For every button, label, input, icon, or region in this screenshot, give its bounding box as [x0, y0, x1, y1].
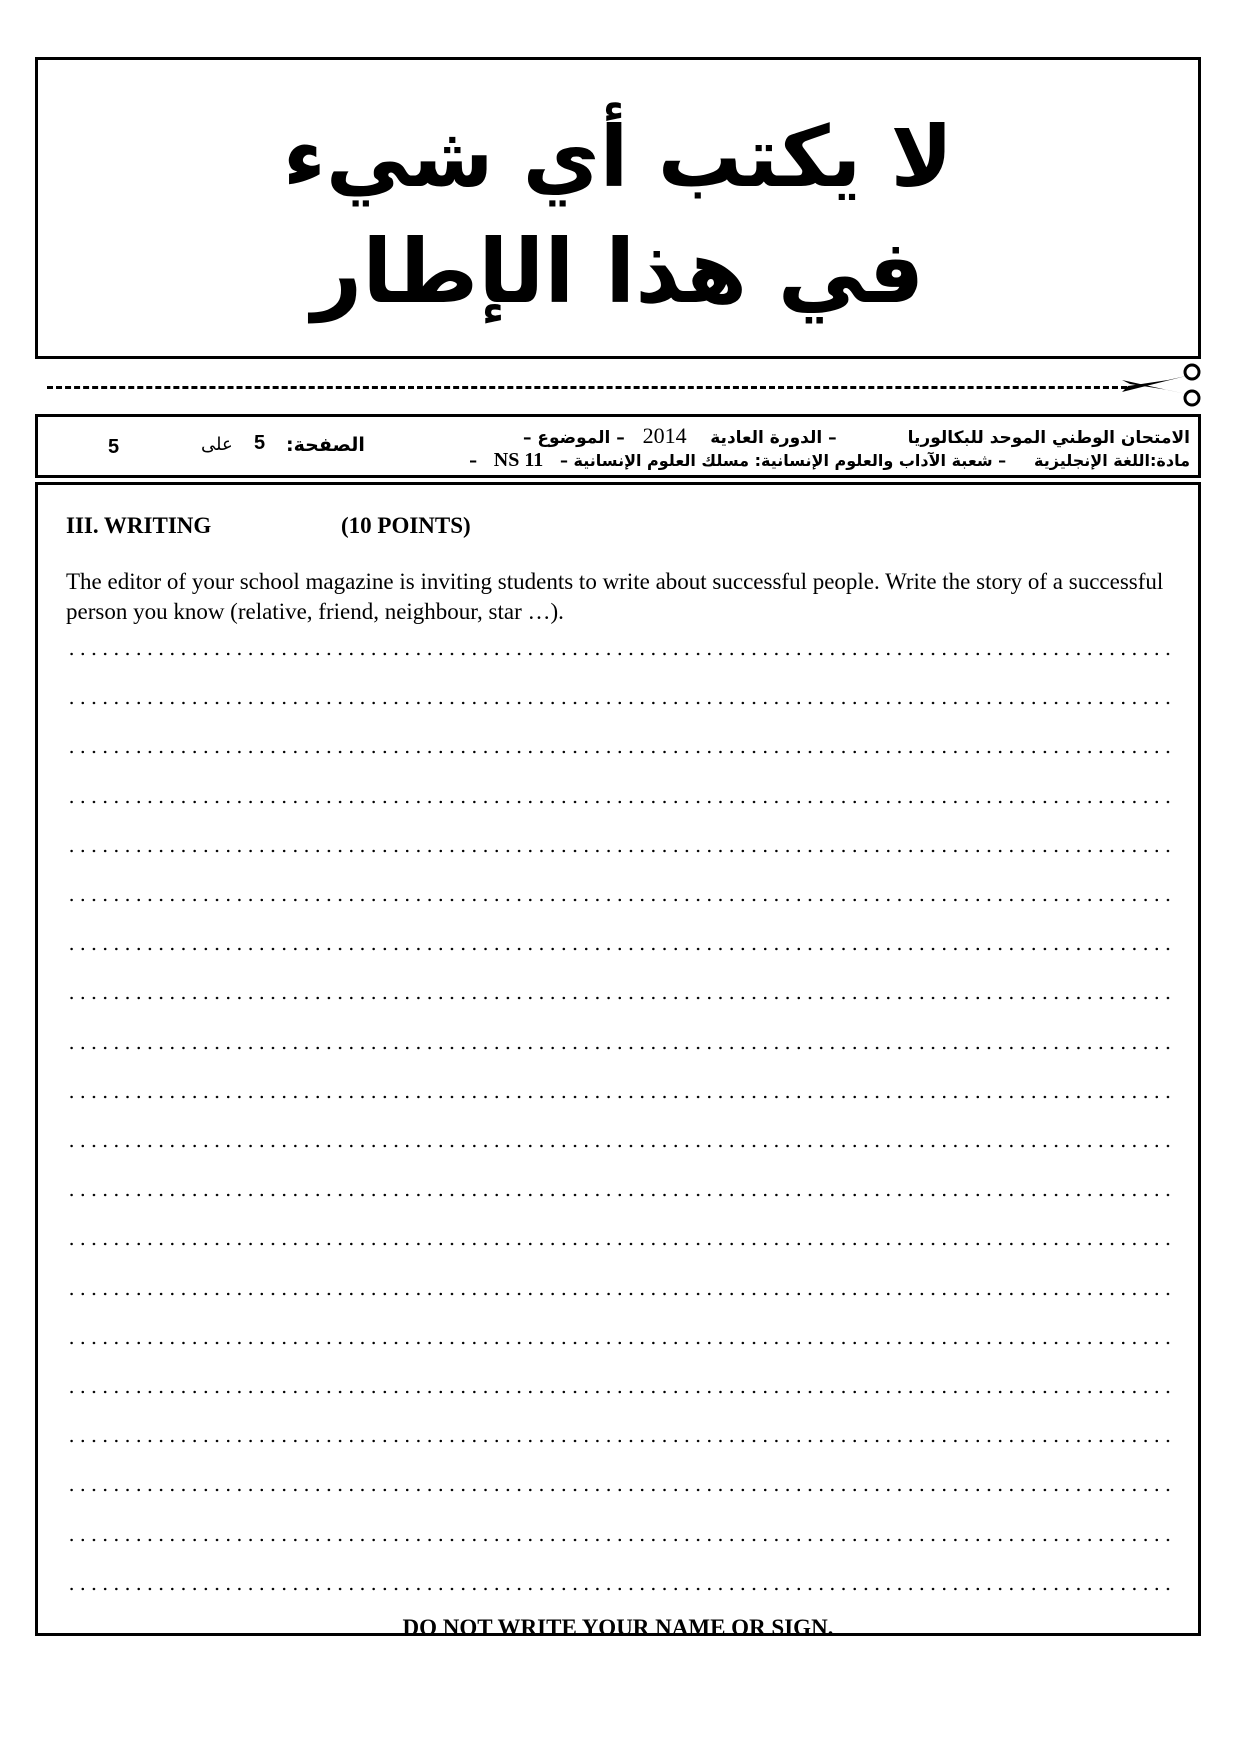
exam-subject: مادة:اللغة الإنجليزية [1034, 451, 1190, 470]
exam-name: الامتحان الوطني الموحد للبكالوريا [907, 428, 1190, 448]
answer-line[interactable] [66, 876, 1176, 906]
footer-notice: DO NOT WRITE YOUR NAME OR SIGN. [402, 1615, 834, 1640]
answer-line[interactable] [66, 1171, 1176, 1201]
answer-line[interactable] [66, 1220, 1176, 1250]
answer-line[interactable] [66, 728, 1176, 758]
exam-topic: – الموضوع – [522, 428, 625, 448]
answer-line[interactable] [66, 1073, 1176, 1103]
answer-line[interactable] [66, 1368, 1176, 1398]
answer-line[interactable] [66, 1270, 1176, 1300]
header-row-2 [469, 449, 1190, 472]
exam-code-end: – [469, 451, 478, 470]
do-not-write-line-1: لا يكتب أي شيء [282, 108, 954, 206]
section-title: III. WRITING [66, 513, 212, 538]
cut-line [47, 386, 1127, 389]
exam-year: 2014 [642, 423, 687, 448]
section-points: (10 POINTS) [341, 513, 471, 538]
answer-line[interactable] [66, 1516, 1176, 1546]
writing-section [35, 482, 1201, 1640]
page-number: 5 [254, 432, 266, 454]
do-not-write-box [35, 57, 1201, 359]
answer-line[interactable] [66, 679, 1176, 709]
answer-line[interactable] [66, 778, 1176, 808]
header-row-1 [523, 423, 1190, 449]
answer-line[interactable] [66, 630, 1176, 660]
scissors-icon [1118, 362, 1204, 408]
page-label: الصفحة: [286, 434, 365, 456]
answer-line[interactable] [66, 827, 1176, 857]
answer-line[interactable] [66, 1122, 1176, 1152]
answer-line[interactable] [66, 1024, 1176, 1054]
page-of-label: على [201, 434, 233, 455]
answer-line[interactable] [66, 1565, 1176, 1595]
do-not-write-line-2: في هذا الإطار [311, 220, 925, 323]
answer-line[interactable] [66, 925, 1176, 955]
answer-line[interactable] [66, 974, 1176, 1004]
exam-branch: – شعبة الآداب والعلوم الإنسانية: مسلك العلوم الإنسانية – [559, 451, 1007, 470]
answer-line[interactable] [66, 1417, 1176, 1447]
exam-code: NS 11 [493, 449, 544, 471]
exam-session: – الدورة العادية [710, 428, 837, 448]
exam-header [35, 414, 1201, 478]
answer-line[interactable] [66, 1466, 1176, 1496]
page-total: 5 [108, 436, 120, 458]
answer-line[interactable] [66, 1319, 1176, 1349]
writing-prompt: The editor of your school magazine is inviting students to write about successful people. Write the story of a successful person you know (relative, friend, neighbour, star …). [66, 569, 1164, 624]
